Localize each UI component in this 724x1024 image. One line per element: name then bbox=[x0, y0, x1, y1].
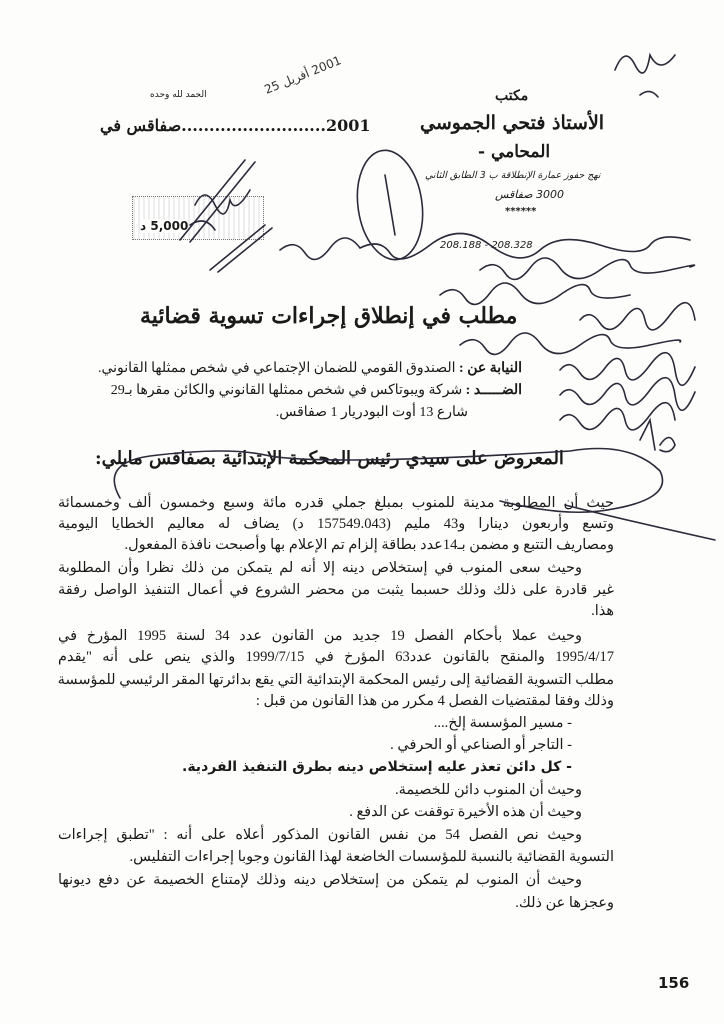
received-date-stamp: 2001 أفريل 25 bbox=[262, 53, 344, 97]
against-label: الضـــــد : bbox=[465, 383, 522, 398]
handwriting-line-2 bbox=[480, 258, 695, 279]
invocation: الحمد لله وحده bbox=[150, 90, 207, 100]
handwriting-line-5 bbox=[460, 333, 681, 354]
body-line: وحيث سعى المنوب في إستخلاص دينه إلا أنه لم يتمكن من ذلك نظرا وأن المطلوبة bbox=[58, 560, 582, 576]
document-title: مطلب في إنطلاق إجراءات تسوية قضائية bbox=[140, 303, 518, 329]
lawyer-title: المحامي - bbox=[478, 142, 551, 162]
header-stars: ****** bbox=[505, 206, 537, 217]
fiscal-stamp bbox=[132, 196, 264, 240]
fiscal-stamp-value: 5,000 د bbox=[140, 219, 189, 233]
bullet-item: - كل دائن تعذر عليه إستخلاص دينه بطرق التنفيذ الفردية. bbox=[182, 759, 572, 775]
handwriting-number bbox=[640, 420, 675, 452]
circled-number-annotation bbox=[351, 146, 430, 264]
body-line: وذلك وفقا لمقتضيات الفصل 4 مكرر من هذا القانون من قبل : bbox=[255, 693, 614, 709]
lawyer-name: الأستاذ فتحي الجموسي bbox=[420, 112, 605, 134]
against-line bbox=[111, 382, 522, 399]
handwriting-line-3 bbox=[440, 283, 630, 304]
handwriting-top-right bbox=[615, 55, 675, 97]
body-line: غير قادرة على ذلك وذلك حسبما يثبت من محضر الشروع في أعمال التنفيذ الواصل رفقة bbox=[58, 582, 614, 598]
body-line: وعجزها عن ذلك. bbox=[515, 895, 614, 911]
body-line: مطلب التسوية القضائية إلى رئيس المحكمة الإبتدائية التي يقع بدائرتها المقر الرئيسي للمؤسسة bbox=[57, 672, 614, 688]
bullet-item: - التاجر أو الصناعي أو الحرفي . bbox=[390, 737, 572, 753]
body-line: هذا. bbox=[591, 603, 614, 619]
place-date: 2001..........................صفاقس في bbox=[100, 116, 371, 135]
body-line: ومصاريف التتبع و مضمن بـ14عدد بطاقة إلزام تم الإعلام بها وأصبحت نافذة المفعول. bbox=[124, 537, 614, 553]
body-line: وحيث عملا بأحكام الفصل 19 جديد من القانون عدد 34 لسنة 1995 المؤرخ في bbox=[58, 628, 582, 644]
handwriting-line-7 bbox=[560, 378, 695, 411]
office-label: مكتب bbox=[495, 88, 529, 104]
body-line: التسوية القضائية بالنسبة للمؤسسات الخاضعة لهذا القانون وجوبا إجراءات التفليس. bbox=[129, 849, 614, 865]
handwriting-line-8 bbox=[560, 403, 675, 430]
addressee-heading: المعروض على سيدي رئيس المحكمة الإبتدائية بصفاقس مايلي: bbox=[95, 448, 564, 469]
handwriting-line-4 bbox=[580, 303, 695, 330]
office-address: نهج حفوز عمارة الإنطلاقة ب 3 الطابق الثاني bbox=[425, 170, 601, 181]
against-address: شارع 13 أوت البودريار 1 صفاقس. bbox=[275, 405, 468, 420]
body-line: 1995/4/17 والمنقح بالقانون عدد63 المؤرخ في 1999/7/15 والذي ينص على أنه "يقدم bbox=[58, 649, 615, 665]
page-number: 156 bbox=[658, 974, 690, 992]
office-city: 3000 صفاقس bbox=[495, 188, 565, 201]
body-line: وحيث نص الفصل 54 من نفس القانون المذكور أعلاه على أنه : "تطبق إجراءات bbox=[58, 827, 583, 843]
body-line: وحيث أن هذه الأخيرة توقفت عن الدفع . bbox=[349, 804, 582, 820]
on-behalf-text: الصندوق القومي للضمان الإجتماعي في شخص ممثلها القانوني. bbox=[97, 361, 456, 376]
body-line: وحيث أن المنوب دائن للخصيمة. bbox=[395, 782, 582, 798]
circled-one-stroke bbox=[385, 175, 395, 235]
body-line: حيث أن المطلوبة مدينة للمنوب بمبلغ جملي قدره مائة وسبع وخمسون ألف وخمسمائة bbox=[58, 495, 614, 511]
on-behalf-line bbox=[98, 360, 522, 377]
bullet-item: - مسير المؤسسة إلخ.... bbox=[433, 715, 572, 731]
on-behalf-label: النيابة عن : bbox=[459, 361, 522, 376]
handwriting-line-6 bbox=[560, 353, 695, 386]
against-text: شركة ويبوتاكس في شخص ممثلها القانوني والكائن مقرها بـ29 bbox=[110, 383, 463, 398]
office-phones: 208.188 - 208.328 bbox=[440, 240, 533, 251]
body-line: وتسع وأربعون دينارا و43 مليم (157549.043 د) يضاف له معاليم الخطايا اليومية bbox=[58, 516, 614, 532]
body-line: وحيث أن المنوب لم يتمكن من إستخلاص دينه وذلك لإمتناع الخصيمة عن دفع ديونها bbox=[58, 872, 582, 888]
